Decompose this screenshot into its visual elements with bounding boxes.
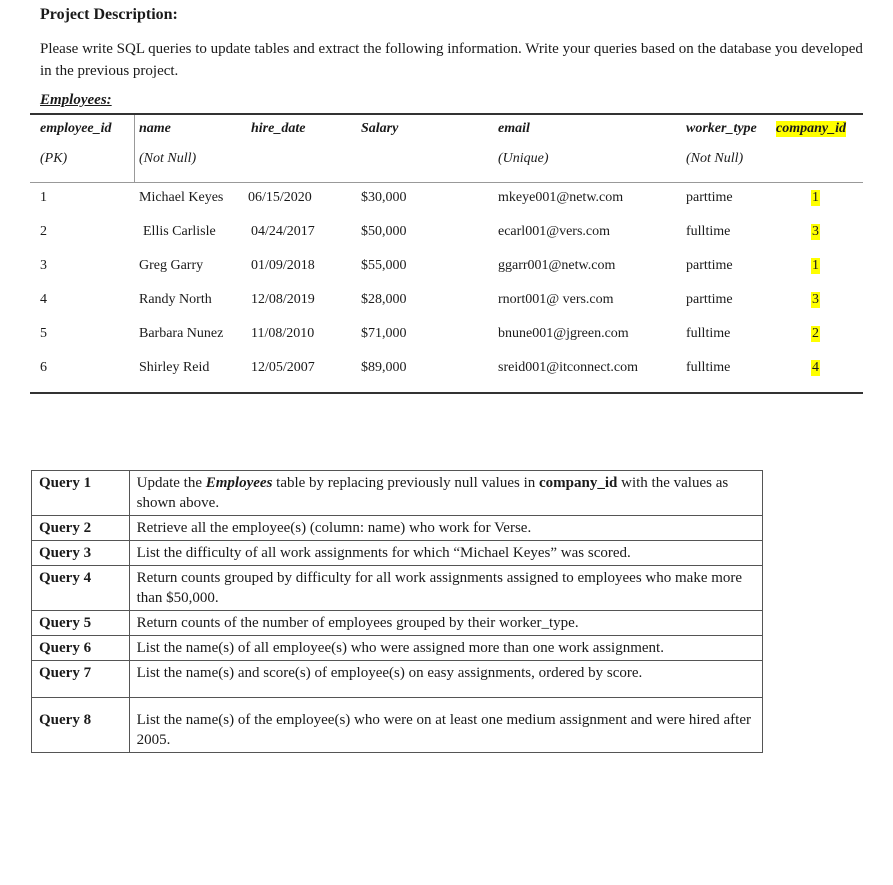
col-header-company-id: company_id [776,121,846,136]
query-label: Query 5 [32,611,130,636]
cell-hire-date: 04/24/2017 [251,224,315,239]
query-text: Return counts of the number of employees grouped by their worker_type. [129,611,762,636]
cell-employee-id: 4 [40,292,47,307]
col-constraint-email: (Unique) [498,151,549,166]
cell-email: bnune001@jgreen.com [498,326,629,341]
cell-email: ecarl001@vers.com [498,224,611,239]
query-row [32,611,763,636]
cell-name: Barbara Nunez [139,326,224,341]
cell-hire-date: 12/08/2019 [251,292,315,307]
cell-hire-date: 11/08/2010 [251,326,315,341]
query-row [32,636,763,661]
col-header-email: email [498,121,530,136]
cell-email: rnort001@ vers.com [498,292,614,307]
cell-name: Shirley Reid [139,360,210,375]
table-bottom-rule [30,392,863,394]
query-table [31,470,763,753]
col-constraint-employee-id: (PK) [40,151,68,166]
cell-company-id: 2 [812,326,819,341]
project-description: Please write SQL queries to update tables and extract the following information. Write your queries based on the database you developed in the previous project. [40,41,863,79]
cell-name: Randy North [139,292,212,307]
query-text: List the name(s) of the employee(s) who were on at least one medium assignment and were hired after 2005. [129,698,762,753]
query-row [32,566,763,611]
query-row [32,516,763,541]
cell-worker-type: parttime [686,258,733,273]
table-header-divider [134,115,135,183]
query-label: Query 7 [32,661,130,698]
cell-name: Greg Garry [139,258,204,273]
cell-employee-id: 6 [40,360,47,375]
cell-salary: $71,000 [361,326,407,341]
col-header-worker-type: worker_type [686,121,757,136]
cell-company-id: 3 [812,224,819,239]
cell-email: mkeye001@netw.com [498,190,624,205]
cell-employee-id: 3 [40,258,47,273]
cell-email: ggarr001@netw.com [498,258,616,273]
cell-employee-id: 1 [40,190,47,205]
cell-company-id: 4 [812,360,819,375]
query-label: Query 2 [32,516,130,541]
query-label: Query 3 [32,541,130,566]
query-text: Retrieve all the employee(s) (column: name) who work for Verse. [129,516,762,541]
query-label: Query 1 [32,471,130,516]
cell-worker-type: fulltime [686,224,731,239]
cell-salary: $28,000 [361,292,407,307]
query-row [32,471,763,516]
query-text: Update the Employees table by replacing previously null values in company_id with the values as shown above. [129,471,762,516]
cell-hire-date: 12/05/2007 [251,360,315,375]
cell-worker-type: parttime [686,292,733,307]
employees-caption: Employees: [40,92,112,108]
col-header-employee-id: employee_id [40,121,112,136]
query-text: Return counts grouped by difficulty for all work assignments assigned to employees who make more than $50,000. [129,566,762,611]
query-text: List the name(s) and score(s) of employee(s) on easy assignments, ordered by score. [129,661,762,698]
cell-worker-type: fulltime [686,360,731,375]
table-top-rule [30,113,863,115]
cell-worker-type: fulltime [686,326,731,341]
col-header-name: name [139,121,171,136]
query-label: Query 6 [32,636,130,661]
query-text: List the name(s) of all employee(s) who were assigned more than one work assignment. [129,636,762,661]
cell-salary: $89,000 [361,360,407,375]
col-header-salary: Salary [361,121,399,136]
cell-salary: $50,000 [361,224,407,239]
query-row [32,698,763,753]
query-row [32,661,763,698]
cell-employee-id: 2 [40,224,47,239]
cell-hire-date: 06/15/2020 [248,190,312,205]
cell-name: Michael Keyes [139,190,224,205]
cell-email: sreid001@itconnect.com [498,360,639,375]
cell-company-id: 1 [812,190,819,205]
cell-company-id: 3 [812,292,819,307]
cell-name: Ellis Carlisle [143,224,216,239]
cell-salary: $30,000 [361,190,407,205]
cell-employee-id: 5 [40,326,47,341]
col-constraint-name: (Not Null) [139,151,197,166]
cell-company-id: 1 [812,258,819,273]
page-heading: Project Description: [40,6,178,23]
col-header-hire-date: hire_date [251,121,306,136]
query-label: Query 8 [32,698,130,753]
query-row [32,541,763,566]
query-text: List the difficulty of all work assignments for which “Michael Keyes” was scored. [129,541,762,566]
table-header-rule [30,182,863,183]
cell-salary: $55,000 [361,258,407,273]
query-label: Query 4 [32,566,130,611]
cell-hire-date: 01/09/2018 [251,258,315,273]
cell-worker-type: parttime [686,190,733,205]
col-constraint-worker-type: (Not Null) [686,151,744,166]
